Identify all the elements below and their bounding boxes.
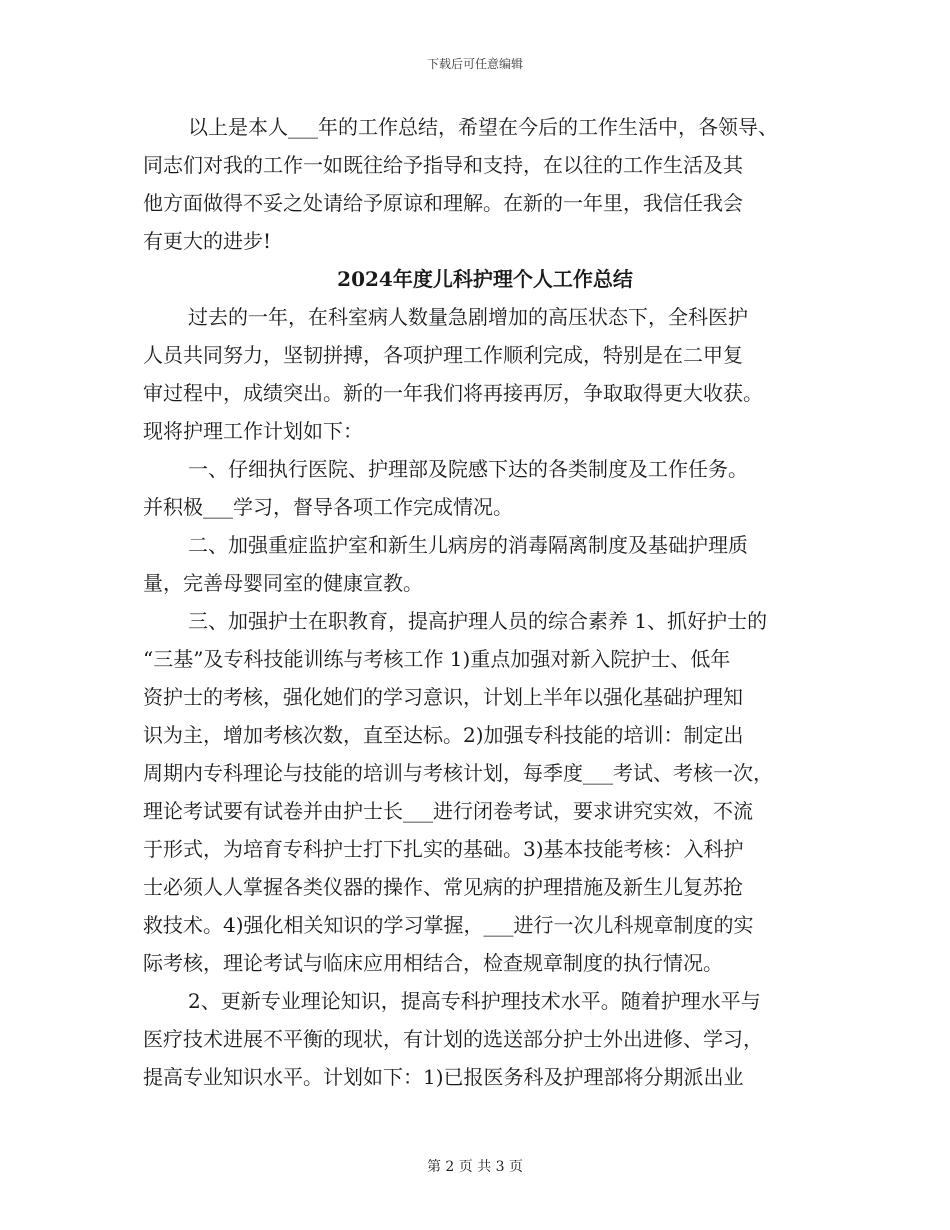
section-title: 2024年度儿科护理个人工作总结 (337, 267, 633, 291)
text-line: 并积极___学习，督导各项工作完成情况。 (143, 495, 513, 519)
text-line: 医疗技术进展不平衡的现状，有计划的选送部分护士外出进修、学习， (143, 1027, 763, 1051)
text-line: 理论考试要有试卷并由护士长___进行闭卷考试，要求讲究实效，不流 (143, 799, 753, 823)
text-line: 资护士的考核，强化她们的学习意识，计划上半年以强化基础护理知 (143, 685, 743, 709)
text-line: 一、仔细执行医院、护理部及院感下达的各类制度及工作任务。 (188, 457, 748, 481)
text-line: 审过程中，成绩突出。新的一年我们将再接再厉，争取取得更大收获。 (143, 381, 763, 405)
header-note: 下载后可任意编辑 (426, 57, 523, 71)
page-number: 第 2 页 共 3 页 (426, 1159, 524, 1175)
text-line: 士必须人人掌握各类仪器的操作、常见病的护理措施及新生儿复苏抢 (143, 875, 743, 899)
text-line: 识为主，增加考核次数，直至达标。2)加强专科技能的培训：制定出 (143, 723, 744, 747)
text-line: 人员共同努力，坚韧拼搏，各项护理工作顺利完成，特别是在二甲复 (143, 343, 743, 367)
text-line: 他方面做得不妥之处请给予原谅和理解。在新的一年里，我信任我会 (143, 191, 743, 215)
document-body (143, 108, 807, 1096)
text-line: 过去的一年，在科室病人数量急剧增加的高压状态下，全科医护 (188, 305, 748, 329)
text-line: 救技术。4)强化相关知识的学习掌握，___进行一次儿科规章制度的实 (143, 913, 754, 937)
text-line: 于形式，为培育专科护士打下扎实的基础。3)基本技能考核：入科护 (143, 837, 744, 861)
text-line: 同志们对我的工作一如既往给予指导和支持，在以往的工作生活及其 (143, 153, 743, 177)
text-line: 际考核，理论考试与临床应用相结合，检查规章制度的执行情况。 (143, 951, 723, 975)
text-line: 2、更新专业理论知识，提高专科护理技术水平。随着护理水平与 (188, 989, 761, 1013)
text-line: 三、加强护士在职教育，提高护理人员的综合素养 1、抓好护士的 (188, 609, 768, 633)
text-line: 现将护理工作计划如下： (143, 419, 363, 443)
text-line: 有更大的进步! (143, 229, 272, 253)
text-line: “三基”及专科技能训练与考核工作 1)重点加强对新入院护士、低年 (143, 647, 731, 671)
text-line: 提高专业知识水平。计划如下：1)已报医务科及护理部将分期派出业 (143, 1065, 744, 1089)
text-line: 量，完善母婴同室的健康宣教。 (143, 571, 423, 595)
text-line: 以上是本人___年的工作总结，希望在今后的工作生活中，各领导、 (188, 115, 778, 139)
text-line: 二、加强重症监护室和新生儿病房的消毒隔离制度及基础护理质 (188, 533, 748, 557)
text-line: 周期内专科理论与技能的培训与考核计划，每季度___考试、考核一次， (143, 761, 773, 785)
